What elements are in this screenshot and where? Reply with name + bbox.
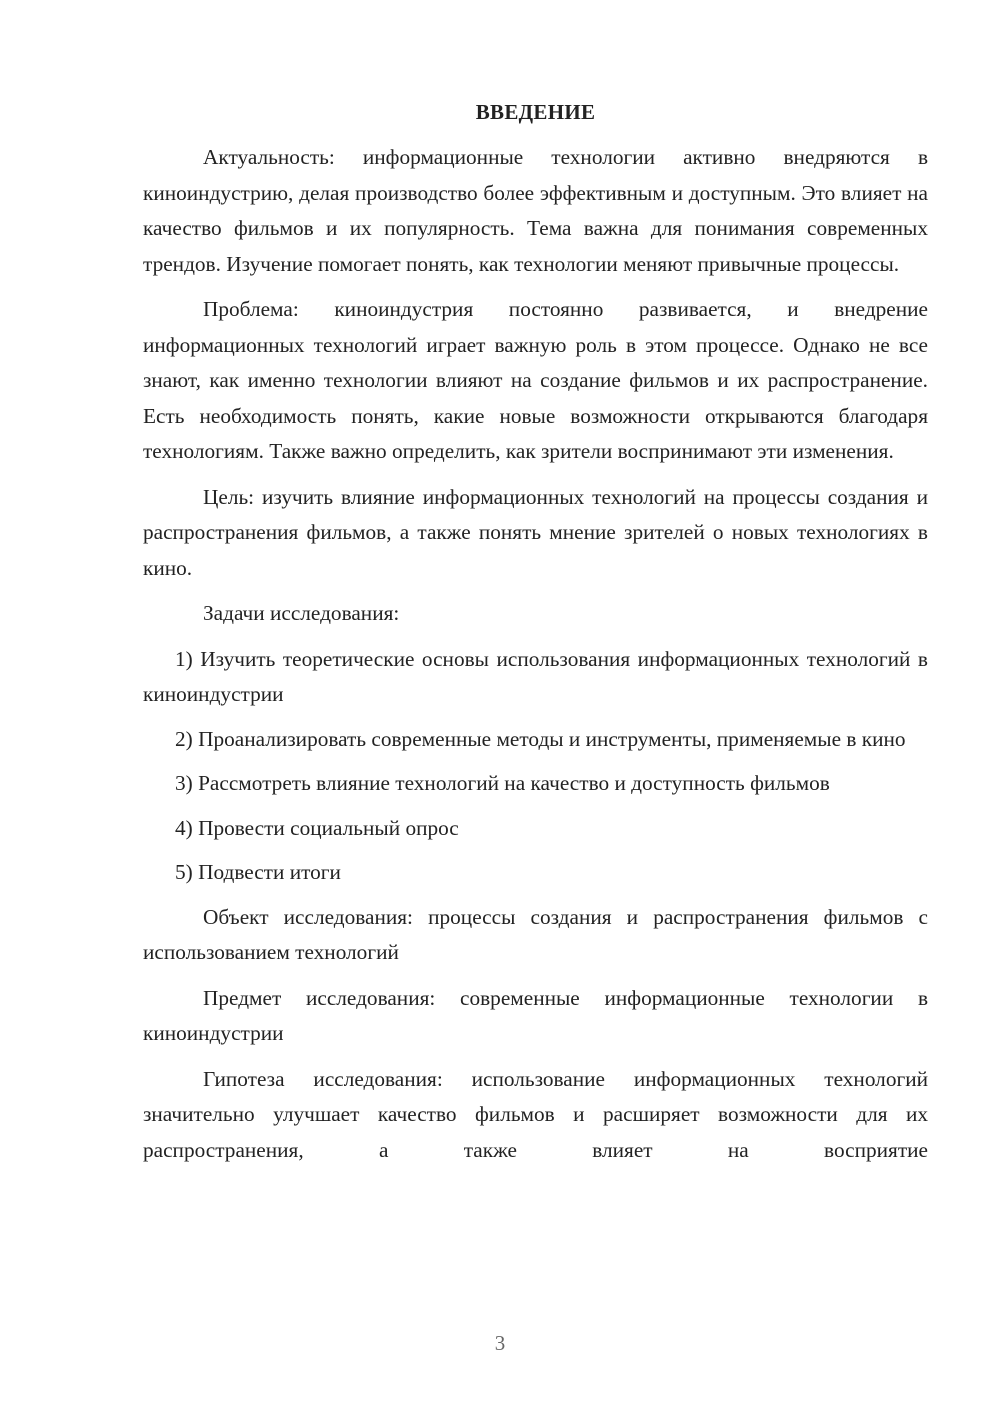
document-page bbox=[143, 94, 928, 1178]
task-item-4: 4) Провести социальный опрос bbox=[175, 815, 459, 840]
task-item-5: 5) Подвести итоги bbox=[175, 860, 341, 884]
hypothesis-paragraph: Гипотеза исследования: использование информационных технологий значительно улучшает качество фильмов и расширяет возможности для их распространения, а также влияет на восприятие bbox=[143, 1066, 928, 1162]
goal-paragraph: Цель: изучить влияние информационных технологий на процессы создания и распространения фильмов, а также понять мнение зрителей о новых технологиях в кино. bbox=[143, 484, 928, 580]
relevance-paragraph: Актуальность: информационные технологии активно внедряются в киноиндустрию, делая производство более эффективным и доступным. Это влияет на качество фильмов и их популярность. Тема важна для понимания современных трендов. Изучение помогает понять, как технологии меняют привычные процессы. bbox=[143, 145, 928, 276]
task-item-3: 3) Рассмотреть влияние технологий на качество и доступность фильмов bbox=[175, 771, 830, 795]
task-item-2: 2) Проанализировать современные методы и инструменты, применяемые в кино bbox=[175, 726, 906, 751]
task-item-1: 1) Изучить теоретические основы использования информационных технологий в киноиндустрии bbox=[143, 646, 928, 706]
problem-paragraph: Проблема: киноиндустрия постоянно развивается, и внедрение информационных технологий играет важную роль в этом процессе. Однако не все знают, как именно технологии влияют на создание фильмов и их распространение. Есть необходимость понять, какие новые возможности открываются благодаря технологиям. Также важно определить, как зрители воспринимают эти изменения. bbox=[143, 297, 928, 463]
subject-paragraph: Предмет исследования: современные информационные технологии в киноиндустрии bbox=[143, 985, 928, 1045]
object-paragraph: Объект исследования: процессы создания и распространения фильмов с использованием технологий bbox=[143, 904, 928, 964]
section-title: ВВЕДЕНИЕ bbox=[475, 100, 596, 124]
page-number: 3 bbox=[494, 1331, 506, 1355]
tasks-heading: Задачи исследования: bbox=[203, 601, 400, 625]
